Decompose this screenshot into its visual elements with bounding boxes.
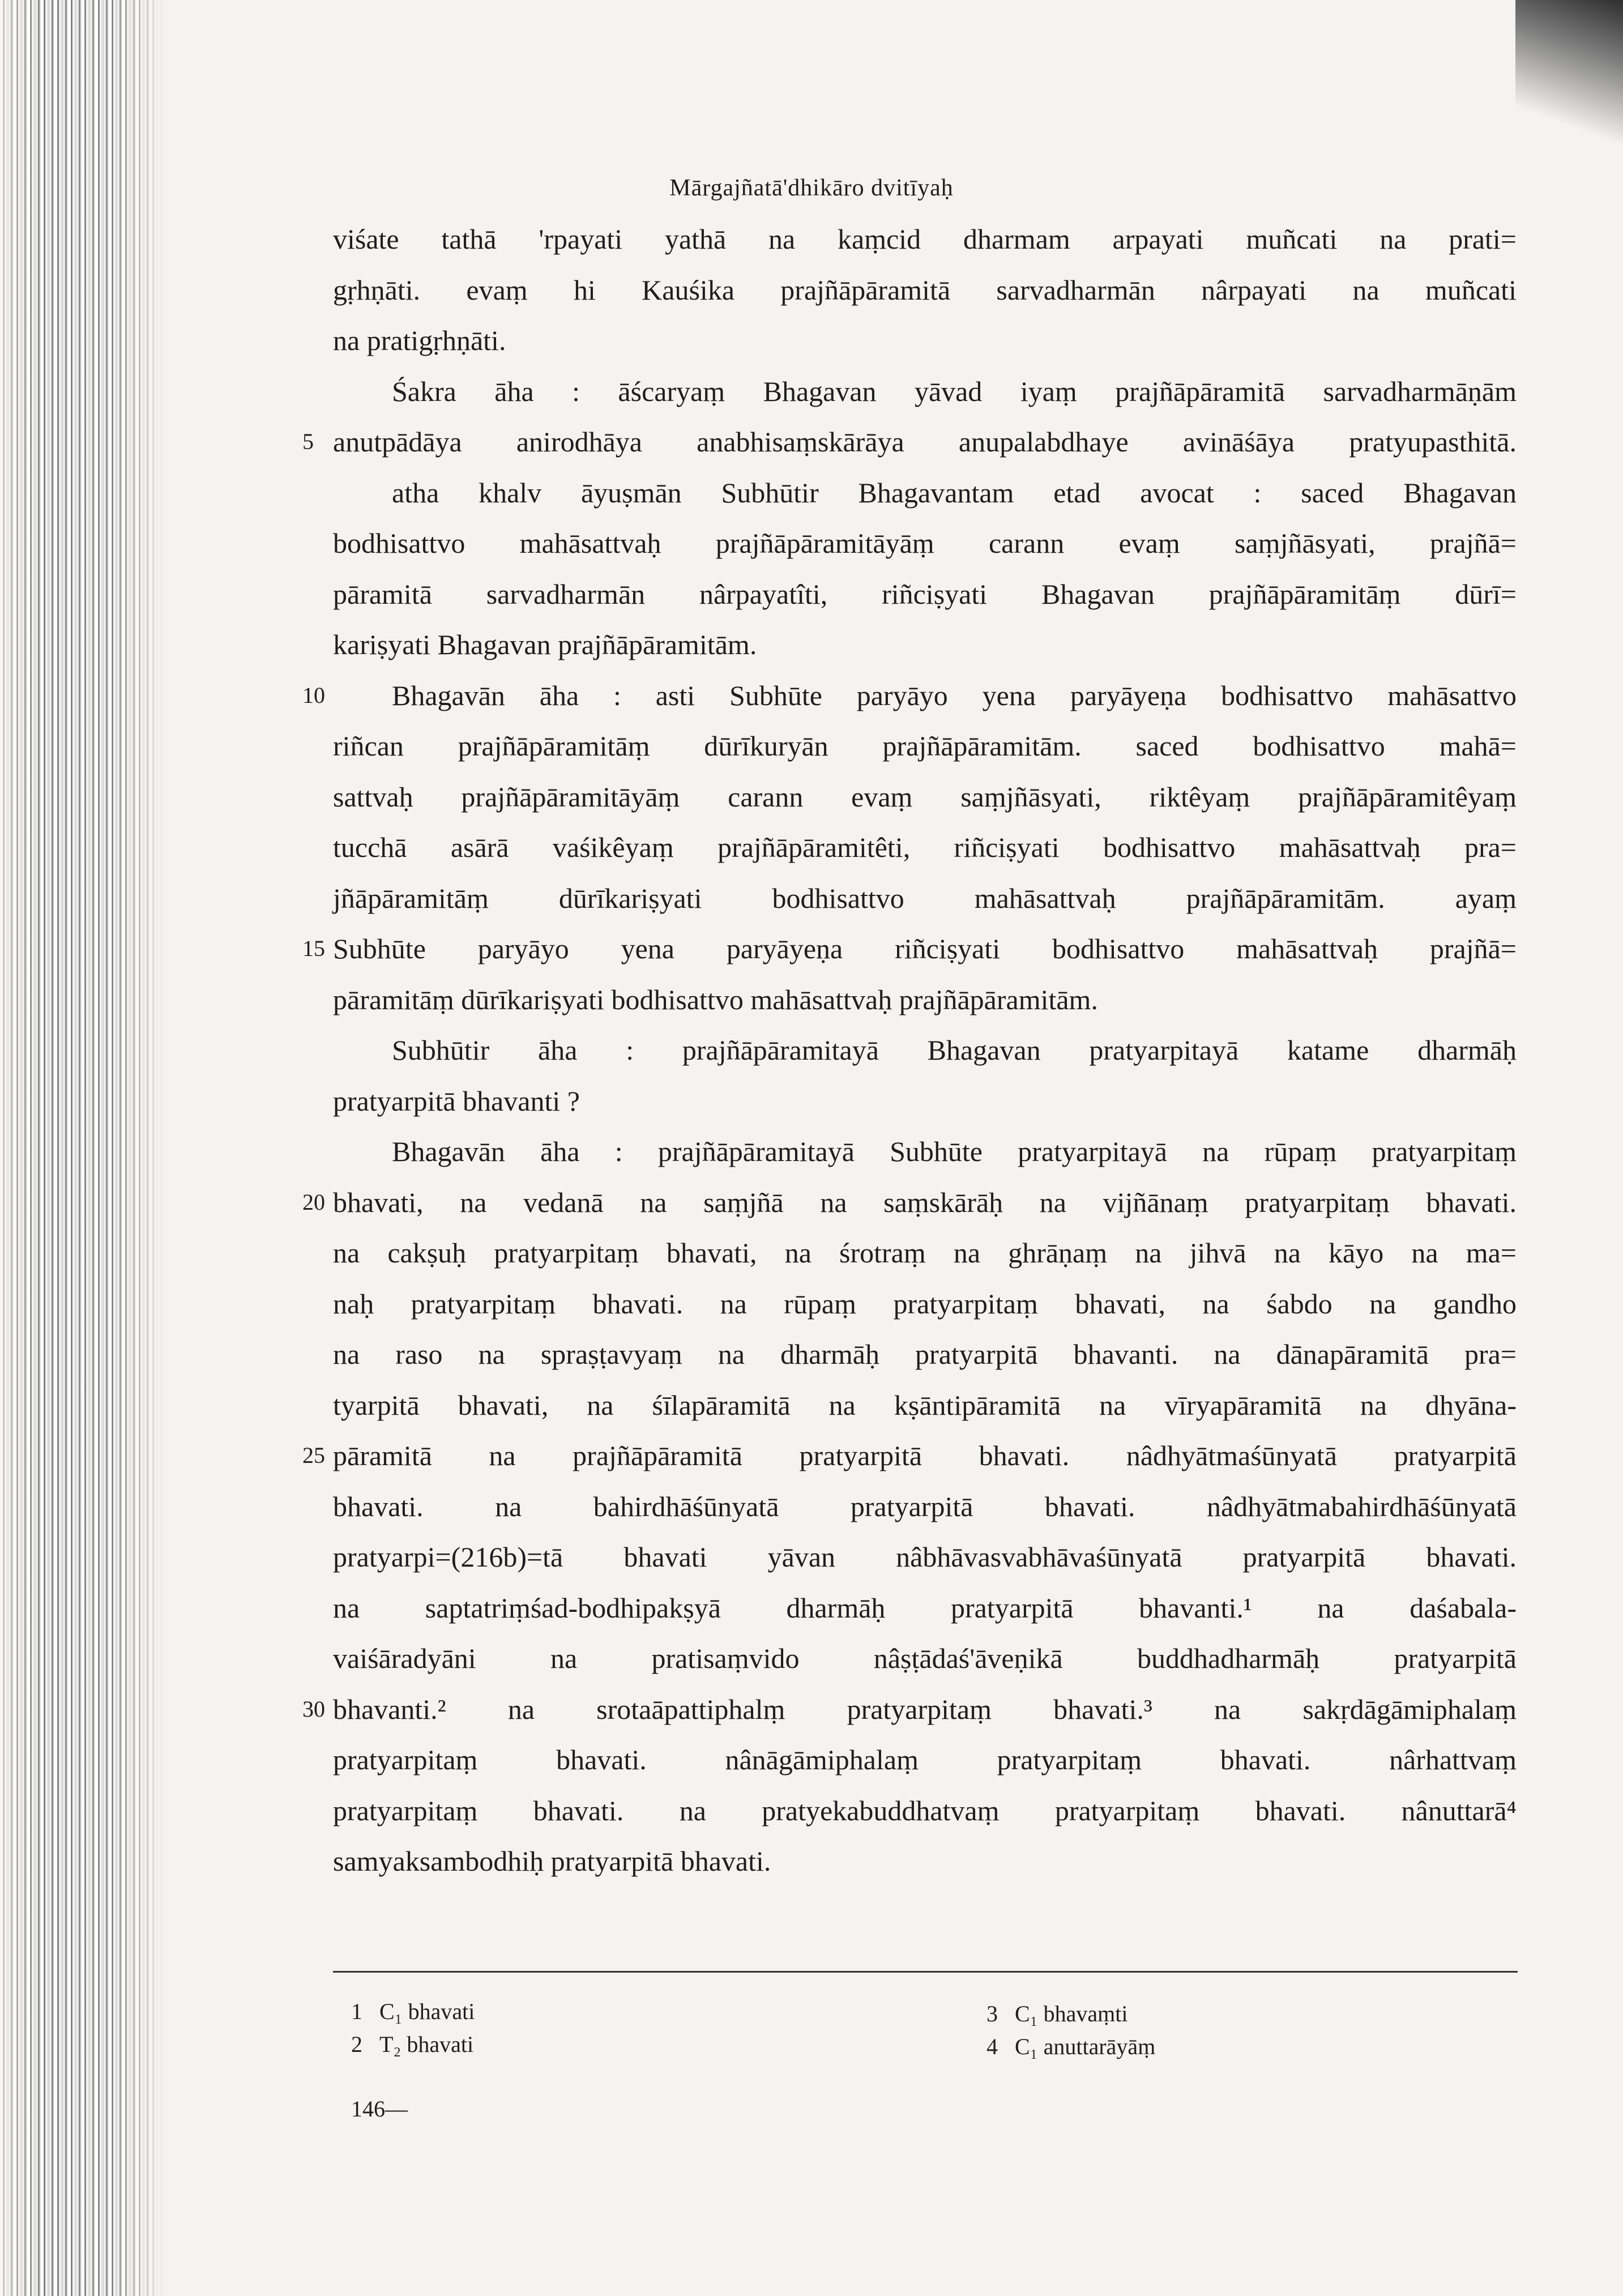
footnote-rule [333,1971,1518,1973]
running-head: Mārgajñatā'dhikāro dvitīyaḥ [669,175,954,201]
text-line: atha khalv āyuṣmān Subhūtir Bhagavantam etad avocat : saced Bhagavan [392,476,1517,509]
text-line: pratyarpi=(216b)=tā bhavati yāvan nâbhāvasvabhāvaśūnyatā pratyarpitā bhavati. [333,1541,1517,1573]
text-line: samyaksambodhiḥ pratyarpitā bhavati. [333,1845,771,1877]
text-line: tucchā asārā vaśikêyaṃ prajñāpāramitêti, riñciṣyati bodhisattvo mahāsattvaḥ pra= [333,831,1517,863]
text-line: bhavati, na vedanā na saṃjñā na saṃskārāḥ na vijñānaṃ pratyarpitaṃ bhavati. [333,1186,1517,1218]
text-line: gṛhṇāti. evaṃ hi Kauśika prajñāpāramitā sarvadharmān nârpayati na muñcati [333,274,1517,306]
line-number: 20 [302,1189,325,1215]
line-number: 15 [302,936,325,961]
line-number: 30 [302,1696,325,1722]
footnote-mark: 3 [986,2001,998,2026]
text-line: vaiśāradyāni na pratisaṃvido nâṣṭādaś'āveṇikā buddhadharmāḥ pratyarpitā [333,1642,1517,1674]
text-line: naḥ pratyarpitaṃ bhavati. na rūpaṃ pratyarpitaṃ bhavati, na śabdo na gandho [333,1287,1517,1320]
book-binding-shadow [0,0,164,2296]
text-line: jñāpāramitāṃ dūrīkariṣyati bodhisattvo mahāsattvaḥ prajñāpāramitām. ayaṃ [333,882,1517,914]
footnote-text: C₁ bhavati [379,1999,475,2024]
footnote-mark: 1 [351,1999,362,2024]
text-line: Subhūtir āha : prajñāpāramitayā Bhagavan pratyarpitayā katame dharmāḥ [392,1034,1517,1066]
text-line: tyarpitā bhavati, na śīlapāramitā na kṣāntipāramitā na vīryapāramitā na dhyāna- [333,1389,1517,1421]
footnote-text: C₁ anuttarāyāṃ [1015,2034,1156,2059]
text-line: anutpādāya anirodhāya anabhisaṃskārāya anupalabdhaye avināśāya pratyupasthitā. [333,426,1517,458]
text-line: na pratigṛhṇāti. [333,325,506,356]
text-line: kariṣyati Bhagavan prajñāpāramitām. [333,629,757,660]
text-line: bhavati. na bahirdhāśūnyatā pratyarpitā bhavati. nâdhyātmabahirdhāśūnyatā [333,1490,1517,1522]
text-line: Subhūte paryāyo yena paryāyeṇa riñciṣyati bodhisattvo mahāsattvaḥ prajñā= [333,933,1517,965]
line-number: 10 [302,682,325,708]
text-line: pratyarpitaṃ bhavati. nânāgāmiphalaṃ pratyarpitaṃ bhavati. nârhattvaṃ [333,1744,1517,1776]
text-line: Bhagavān āha : prajñāpāramitayā Subhūte pratyarpitayā na rūpaṃ pratyarpitaṃ [392,1136,1517,1167]
footnote-1 [351,1997,475,2026]
text-line: Bhagavān āha : asti Subhūte paryāyo yena paryāyeṇa bodhisattvo mahāsattvo [392,679,1517,711]
text-line: pāramitā na prajñāpāramitā pratyarpitā bhavati. nâdhyātmaśūnyatā pratyarpitā [333,1440,1517,1471]
footnote-mark: 2 [351,2032,362,2057]
text-line: pratyarpitā bhavanti ? [333,1085,580,1117]
page-number: 146— [351,2096,408,2122]
line-number: 5 [302,429,314,454]
footnote-mark: 4 [986,2034,998,2059]
text-line: na raso na spraṣṭavyaṃ na dharmāḥ pratyarpitā bhavanti. na dānapāramitā pra= [333,1338,1517,1370]
text-line: na cakṣuḥ pratyarpitaṃ bhavati, na śrotraṃ na ghrāṇaṃ na jihvā na kāyo na ma= [333,1237,1517,1269]
text-line: Śakra āha : āścaryaṃ Bhagavan yāvad iyaṃ prajñāpāramitā sarvadharmāṇām [392,375,1517,407]
text-line: sattvaḥ prajñāpāramitāyāṃ carann evaṃ saṃjñāsyati, riktêyaṃ prajñāpāramitêyaṃ [333,780,1517,813]
line-number: 25 [302,1443,325,1468]
text-line: pāramitāṃ dūrīkariṣyati bodhisattvo mahāsattvaḥ prajñāpāramitām. [333,983,1098,1015]
text-line: viśate tathā 'rpayati yathā na kaṃcid dharmam arpayati muñcati na prati= [333,223,1517,255]
text-line: bhavanti.² na srotaāpattiphalṃ pratyarpitaṃ bhavati.³ na sakṛdāgāmiphalaṃ [333,1693,1517,1725]
text-line: riñcan prajñāpāramitāṃ dūrīkuryān prajñāpāramitām. saced bodhisattvo mahā= [333,730,1517,762]
page-corner-shadow [1515,0,1623,204]
text-line: pratyarpitaṃ bhavati. na pratyekabuddhatvaṃ pratyarpitaṃ bhavati. nânuttarā⁴ [333,1794,1517,1826]
footnote-text: C₁ bhavaṃti [1015,2001,1128,2026]
footnote-text: T₂ bhavati [379,2032,474,2057]
footnote-3 [986,1999,1127,2029]
text-line: bodhisattvo mahāsattvaḥ prajñāpāramitāyāṃ carann evaṃ saṃjñāsyati, prajñā= [333,527,1517,559]
footnote-4 [986,2032,1155,2062]
text-line: na saptatriṃśad-bodhipakṣyā dharmāḥ pratyarpitā bhavanti.¹ na daśabala- [333,1591,1517,1624]
footnote-2 [351,2030,473,2059]
text-line: pāramitā sarvadharmān nârpayatîti, riñciṣyati Bhagavan prajñāpāramitāṃ dūrī= [333,578,1517,610]
